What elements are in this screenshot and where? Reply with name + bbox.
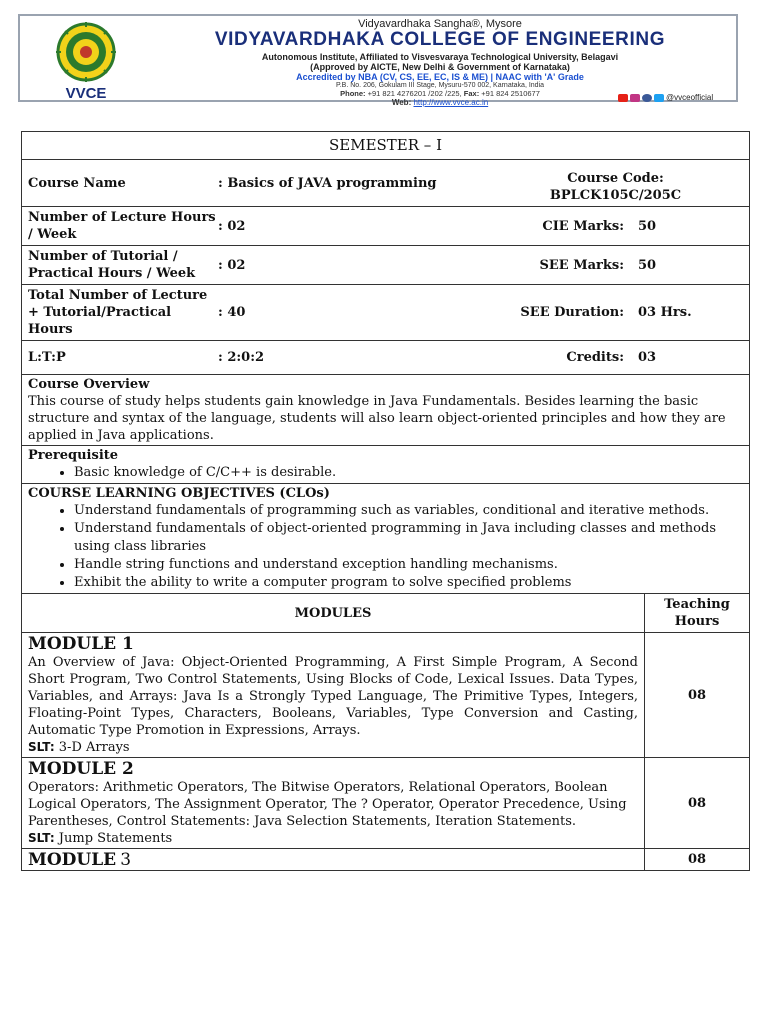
social-handle: @vvceofficial <box>666 93 714 102</box>
total-hours-value: : 40 <box>218 305 246 320</box>
facebook-icon[interactable] <box>642 94 652 102</box>
module-2-title: MODULE 2 <box>28 759 134 779</box>
letterhead <box>18 14 738 107</box>
tutorial-hours-label: Number of Tutorial / Practical Hours / Week <box>28 249 196 281</box>
course-code-value: BPLCK105C/205C <box>549 188 682 203</box>
youtube-icon[interactable] <box>618 94 628 102</box>
objectives-list <box>28 502 743 592</box>
semester-heading: SEMESTER – I <box>22 132 750 160</box>
credits-value: 03 <box>638 350 657 365</box>
cie-marks-label: CIE Marks: <box>542 218 624 234</box>
modules-header: MODULES <box>22 594 645 633</box>
course-name-label: Course Name <box>28 175 126 191</box>
college-logo <box>38 22 134 100</box>
instagram-icon[interactable] <box>630 94 640 102</box>
sangha-name: Vidyavardhaka Sangha®, Mysore <box>358 18 522 30</box>
module-2-text: Operators: Arithmetic Operators, The Bitwise Operators, Relational Operators, Boolean Logical Operators, The Assignment Operator, The ? Operator, Operator Precedence, Using Parentheses, Control Statements: Java Selection Statements, Iteration Statements. <box>28 780 627 829</box>
address-line: P.B. No. 206, Gokulam III Stage, Mysuru-570 002, Karnataka, India <box>335 82 545 89</box>
social-icons <box>618 93 713 102</box>
see-marks-label: SEE Marks: <box>539 257 624 273</box>
lecture-hours-label: Number of Lecture Hours / Week <box>28 210 216 242</box>
module-1-slt <box>28 739 638 756</box>
list-item: • Understand fundamentals of object-oriented programming in Java including classes and methods using class libraries <box>74 520 743 556</box>
list-item: • Handle string functions and understand exception handling mechanisms. <box>74 556 743 574</box>
see-marks-value: 50 <box>638 257 657 273</box>
slt-label: SLT: <box>28 740 55 754</box>
ltp-row <box>22 341 750 375</box>
module-3-title-number: 3 <box>120 849 132 870</box>
prerequisite-heading: Prerequisite <box>28 448 119 463</box>
course-overview-heading: Course Overview <box>28 377 150 392</box>
website-link[interactable]: http://www.vvce.ac.in <box>413 98 489 107</box>
lecture-hours-row <box>22 207 750 246</box>
approval-line: (Approved by AICTE, New Delhi & Government of Karnataka) <box>310 62 570 72</box>
lecture-hours-value: : 02 <box>218 218 246 234</box>
course-overview-cell <box>22 375 750 446</box>
tutorial-hours-value: : 02 <box>218 257 246 273</box>
objectives-cell <box>22 484 750 594</box>
see-duration-value: 03 Hrs. <box>638 305 692 320</box>
module-1-title: MODULE 1 <box>28 634 134 654</box>
credits-label: Credits: <box>566 350 624 365</box>
tutorial-hours-row <box>22 246 750 285</box>
objectives-heading: COURSE LEARNING OBJECTIVES (CLOs) <box>28 486 330 501</box>
slt-value: Jump Statements <box>58 831 173 846</box>
module-1-hours: 08 <box>645 633 750 758</box>
cie-marks-value: 50 <box>638 218 657 234</box>
prerequisite-list <box>28 464 743 482</box>
teaching-hours-header: Teaching Hours <box>645 594 750 633</box>
module-3-title-word: MODULE <box>28 849 117 870</box>
twitter-icon[interactable] <box>654 94 664 102</box>
college-name: VIDYAVARDHAKA COLLEGE OF ENGINEERING <box>214 29 666 50</box>
list-item: • Exhibit the ability to write a computer program to solve specified problems <box>74 574 743 592</box>
contact-line: Phone: +91 821 4276201 /202 /225, Fax: +91 824 2510677 <box>340 89 540 98</box>
course-overview-text: This course of study helps students gain knowledge in Java Fundamentals. Besides learning the basic structure and syntax of the language, students will also learn object-oriented principles and how they are applied in Java applications. <box>28 394 726 443</box>
syllabus-table <box>21 131 750 871</box>
accreditation-line: Accredited by NBA (CV, CS, EE, EC, IS & ME) | NAAC with 'A' Grade <box>296 72 584 82</box>
course-name-value: : Basics of JAVA programming <box>218 175 437 191</box>
slt-label: SLT: <box>28 831 55 845</box>
total-hours-row <box>22 285 750 341</box>
module-3-hours: 08 <box>645 849 750 871</box>
module-1-text: An Overview of Java: Object-Oriented Programming, A First Simple Program, A Second Short Program, Two Control Statements, Using Blocks of Code, Lexical Issues. Data Types, Variables, and Arrays: Java Is a Strongly Typed Language, The Primitive Types, Integers, Floating-Point Types, Characters, Booleans, Variables, Type Conversion and Casting, Automatic Type Promotion in Expressions, Arrays. <box>28 655 638 738</box>
module-2-slt <box>28 830 638 847</box>
list-item: • Basic knowledge of C/C++ is desirable. <box>74 464 743 482</box>
module-1-cell <box>22 633 645 758</box>
course-name-row <box>22 160 750 207</box>
see-duration-label: SEE Duration: <box>520 305 624 320</box>
list-item: • Understand fundamentals of programming such as variables, conditional and iterative methods. <box>74 502 743 520</box>
logo-text: VVCE <box>65 85 107 100</box>
module-2-hours: 08 <box>645 758 750 849</box>
ltp-value: : 2:0:2 <box>218 350 265 365</box>
module-3-cell <box>22 849 645 871</box>
affiliation-line: Autonomous Institute, Affiliated to Visvesvaraya Technological University, Belagavi <box>261 52 619 62</box>
ltp-label: L:T:P <box>28 350 66 365</box>
slt-value: 3-D Arrays <box>58 740 130 755</box>
course-code-label: Course Code: <box>567 171 664 186</box>
prerequisite-cell <box>22 446 750 484</box>
web-line: Web: http://www.vvce.ac.in <box>391 98 489 107</box>
module-2-cell <box>22 758 645 849</box>
total-hours-label: Total Number of Lecture + Tutorial/Practical Hours <box>28 288 208 337</box>
